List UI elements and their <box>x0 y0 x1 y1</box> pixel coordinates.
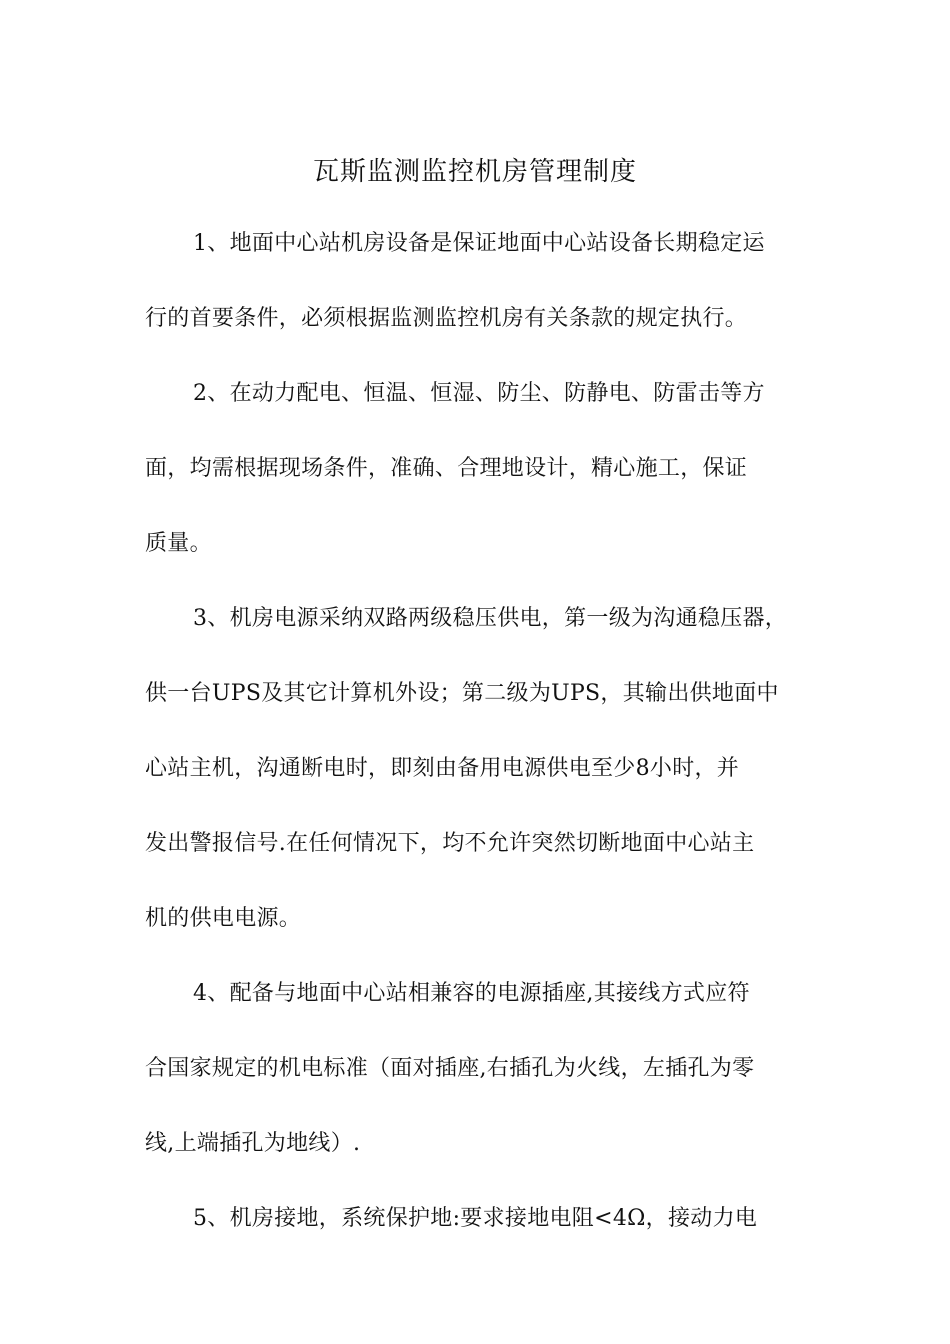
paragraph-4-line-2: 合国家规定的机电标准（面对插座,右插孔为火线，左插孔为零 <box>145 1056 755 1081</box>
paragraph-3-line-4: 发出警报信号.在任何情况下，均不允许突然切断地面中心站主 <box>145 831 755 856</box>
paragraph-5-line-1: 5、机房接地，系统保护地:要求接地电阻<4Ω，接动力电 <box>193 1206 758 1231</box>
paragraph-2-line-3: 质量。 <box>145 531 212 556</box>
paragraph-1-line-1: 1、地面中心站机房设备是保证地面中心站设备长期稳定运 <box>193 231 765 256</box>
paragraph-2-line-2: 面，均需根据现场条件，准确、合理地设计，精心施工，保证 <box>145 456 748 481</box>
paragraph-4-line-3: 线,上端插孔为地线）. <box>145 1131 361 1156</box>
paragraph-3-line-1: 3、机房电源采纳双路两级稳压供电，第一级为沟通稳压器， <box>193 606 788 631</box>
paragraph-2-line-1: 2、在动力配电、恒温、恒湿、防尘、防静电、防雷击等方 <box>193 381 765 406</box>
document-title: 瓦斯监测监控机房管理制度 <box>312 157 637 187</box>
paragraph-3-line-3: 心站主机，沟通断电时，即刻由备用电源供电至少8小时，并 <box>145 756 740 781</box>
paragraph-3-line-2: 供一台UPS及其它计算机外设；第二级为UPS，其输出供地面中 <box>145 681 779 706</box>
document-body <box>145 220 810 1270</box>
paragraph-4-line-1: 4、配备与地面中心站相兼容的电源插座,其接线方式应符 <box>193 981 750 1006</box>
paragraph-1-line-2: 行的首要条件，必须根据监测监控机房有关条款的规定执行。 <box>145 306 748 331</box>
paragraph-3-line-5: 机的供电电源。 <box>145 906 302 931</box>
